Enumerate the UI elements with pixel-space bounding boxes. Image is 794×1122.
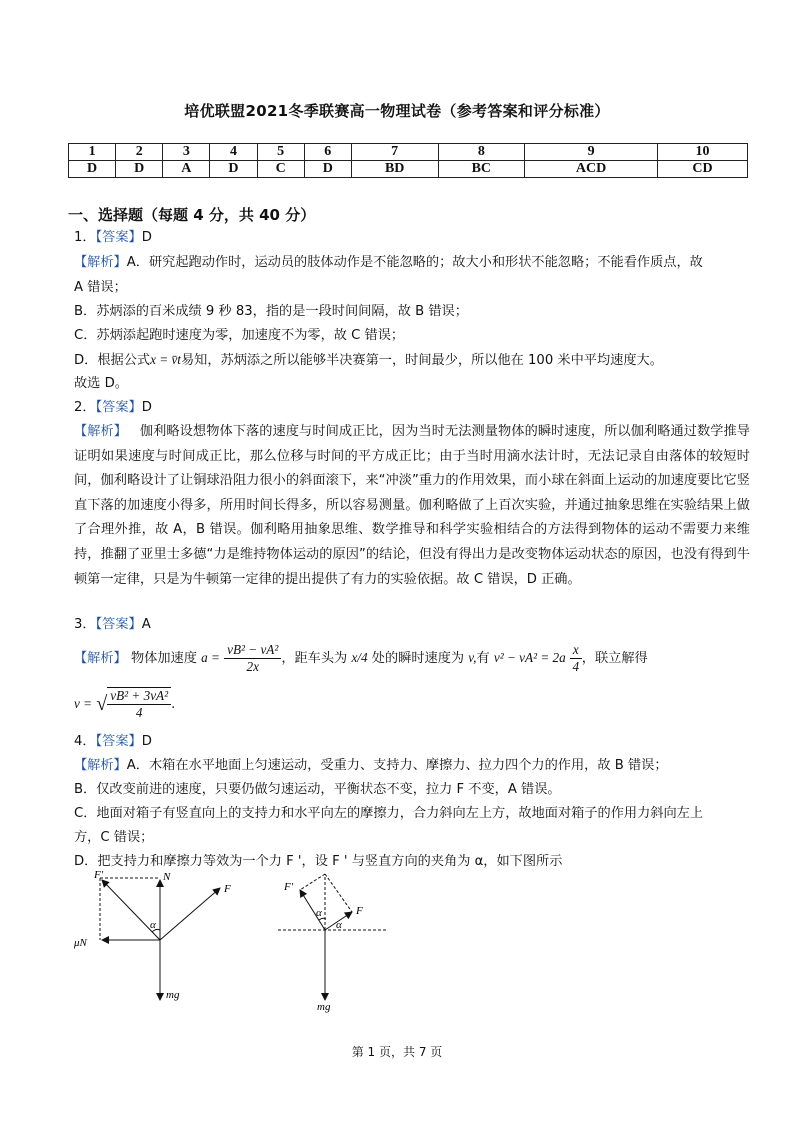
q3-text-1: 物体加速度	[130, 651, 197, 666]
q3-analysis-tag: 【解析】	[74, 651, 127, 666]
answer-table-row-answers	[69, 161, 748, 178]
q3-text-3: 处的瞬时速度为	[371, 651, 465, 666]
diagram-right	[278, 874, 386, 1013]
sqrt-icon: √	[96, 693, 108, 715]
answer-table-number-cell: 8	[438, 144, 525, 161]
answer-table-answer-cell: C	[257, 161, 304, 178]
label-f-prime-2: F'	[284, 881, 294, 893]
answer-table-answer-cell: D	[116, 161, 163, 178]
q1-line-d-post: 易知，苏炳添之所以能够半决赛第一，时间最少，所以他在 100 米中平均速度大。	[180, 353, 663, 368]
page-footer: 第 1 页，共 7 页	[351, 1045, 443, 1059]
q4-answer-line	[74, 731, 152, 753]
q2-text: 伽利略设想物体下落的速度与时间成正比，因为当时无法测量物体的瞬时速度，所以伽利略通过数学推导证明如果速度与时间成正比，那么位移与时间的平方成正比；由于当时用滴水法计时，无法记录自由落体的较短时间，伽利略设计了让铜球沿阻力很小的斜面滚下，来“冲淡”重力的作用效果，而小球在斜面上运动的加速度要比它竖直下落的加速度小得多，所用时间长得多，所以容易测量。伽利略做了上百次实验，并通过抽象思维在实验结果上做了合理外推，故 A，B 错误。伽利略用抽象思维、数学推导和科学实验相结合的方法得到物体的运动不需要力来维持，推翻了亚里士多德“力是维持物体运动的原因”的结论，但没有得出力是改变物体运动状态的原因，也没有得到牛顿第一定律，只是为牛顿第一定律的提出提供了有力的实验依据。故 C 错误，D 正确。	[74, 424, 750, 587]
q2-analysis-tag: 【解析】	[74, 424, 128, 439]
q2-answer-tag: 【答案】	[95, 400, 142, 415]
section-title: 一、选择题（每题 4 分，共 40 分）	[68, 206, 316, 224]
q4-analysis-line-2: B．仅改变前进的速度，只要仍做匀速运动，平衡状态不变，拉力 F 不变，A 错误。	[74, 782, 561, 797]
q1-line-d-pre: D．根据公式	[74, 353, 151, 368]
answer-table-answer-cell: D	[69, 161, 116, 178]
q3-eq-lhs: v² − vA² = 2a	[493, 650, 566, 665]
q2-answer: D	[141, 400, 152, 415]
answer-table-answer-cell: BD	[351, 161, 438, 178]
q3-a-lhs: a =	[201, 650, 220, 665]
q3-analysis-line-1	[74, 638, 648, 678]
q1-answer-tag: 【答案】	[95, 230, 142, 245]
label-mu-n: μN	[74, 937, 87, 949]
q3-accel-fraction	[224, 642, 281, 675]
answer-table-answer-cell: ACD	[525, 161, 658, 178]
q3-result-line	[74, 684, 175, 724]
answer-table-number-cell: 2	[116, 144, 163, 161]
q1-answer: D	[141, 230, 152, 245]
q1-analysis-line-5	[74, 349, 663, 372]
q4-analysis-tag: 【解析】	[74, 758, 127, 773]
q3-text-4: 有	[476, 651, 490, 666]
label-f-2: F	[356, 905, 363, 917]
q1-analysis-line-1	[74, 252, 703, 274]
answer-table-answer-cell: D	[304, 161, 351, 178]
label-alpha-3: α	[336, 919, 342, 931]
label-mg: mg	[166, 989, 180, 1001]
q1-analysis-line-2: A 错误；	[74, 280, 127, 295]
q1-number: 1．	[74, 230, 96, 245]
answer-table-row-numbers	[69, 144, 748, 161]
q1-answer-line	[74, 227, 152, 249]
q4-answer: D	[141, 734, 152, 749]
answer-table-number-cell: 7	[351, 144, 438, 161]
q1-analysis-tag: 【解析】	[74, 255, 127, 270]
q2-number: 2．	[74, 400, 96, 415]
q4-analysis-line-4: 方，C 错误；	[74, 830, 154, 845]
q1-analysis-line-4: C．苏炳添起跑时速度为零，加速度不为零，故 C 错误；	[74, 328, 405, 343]
q4-text: A．木箱在水平地面上匀速运动，受重力、支持力、摩擦力、拉力四个力的作用，故 B 错误；	[126, 758, 668, 773]
q3-answer-tag: 【答案】	[95, 617, 142, 632]
q3-x4: x/4	[351, 650, 368, 665]
answer-table-answer-cell: D	[210, 161, 257, 178]
q3-text-5: ，联立解得	[581, 651, 648, 666]
q3-res-fraction	[107, 687, 171, 721]
answer-table-number-cell: 10	[657, 144, 747, 161]
page-title: 培优联盟2021冬季联赛高一物理试卷（参考答案和评分标准）	[184, 102, 610, 120]
answer-table-number-cell: 5	[257, 144, 304, 161]
q4-analysis-line-3: C．地面对箱子有竖直向上的支持力和水平向左的摩擦力，合力斜向左上方，故地面对箱子的作用力斜向左上	[74, 806, 704, 821]
q3-res-end: .	[171, 697, 176, 712]
diagram-left	[73, 869, 231, 1001]
answer-table-number-cell: 3	[163, 144, 210, 161]
q1-text: A．研究起跑动作时，运动员的肢体动作是不能忽略的；故大小和形状不能忽略；不能看作质点，故	[126, 255, 703, 270]
label-alpha-2: α	[316, 907, 322, 919]
label-alpha: α	[150, 919, 156, 931]
arrow-f	[160, 888, 220, 940]
arrow-f-prime	[102, 880, 160, 940]
answer-table-number-cell: 9	[525, 144, 658, 161]
q3-res-lhs: v =	[74, 696, 93, 711]
q2-analysis	[74, 420, 750, 592]
q3-a-den: 2x	[246, 658, 259, 674]
q4-analysis-line-1	[74, 755, 668, 777]
answer-table-answer-cell: A	[163, 161, 210, 178]
label-f-prime: F'	[94, 869, 104, 881]
q4-number: 4．	[74, 734, 96, 749]
label-f: F	[224, 883, 231, 895]
force-diagram	[70, 868, 390, 1018]
answer-table-number-cell: 1	[69, 144, 116, 161]
q4-analysis-line-5: D．把支持力和摩擦力等效为一个力 F '，设 F ' 与竖直方向的夹角为 α，如下图所示	[74, 854, 563, 869]
q3-eq-den: 4	[572, 658, 580, 674]
answer-table-answer-cell: CD	[657, 161, 747, 178]
answer-table-number-cell: 4	[210, 144, 257, 161]
q1-conclusion: 故选 D。	[74, 376, 128, 391]
q4-answer-tag: 【答案】	[95, 734, 142, 749]
answer-table	[68, 143, 748, 178]
q3-res-num: vB² + 3vA²	[107, 688, 171, 705]
q3-res-den: 4	[135, 705, 143, 720]
q3-v: v,	[468, 650, 477, 665]
q3-answer-line	[74, 614, 151, 636]
label-n: N	[163, 871, 171, 883]
q3-eq-num: x	[570, 642, 582, 659]
q3-a-num: vB² − vA²	[224, 642, 281, 659]
q3-number: 3．	[74, 617, 96, 632]
label-mg-2: mg	[317, 1001, 331, 1013]
answer-table-answer-cell: BC	[438, 161, 525, 178]
q1-formula: x = v̄t	[150, 352, 181, 367]
q3-answer: A	[141, 617, 151, 632]
q3-text-2: ，距车头为	[281, 651, 348, 666]
q3-eq-fraction	[570, 642, 582, 675]
answer-table-number-cell: 6	[304, 144, 351, 161]
q1-analysis-line-3: B．苏炳添的百米成绩 9 秒 83，指的是一段时间间隔，故 B 错误；	[74, 304, 468, 319]
q2-answer-line	[74, 397, 152, 419]
